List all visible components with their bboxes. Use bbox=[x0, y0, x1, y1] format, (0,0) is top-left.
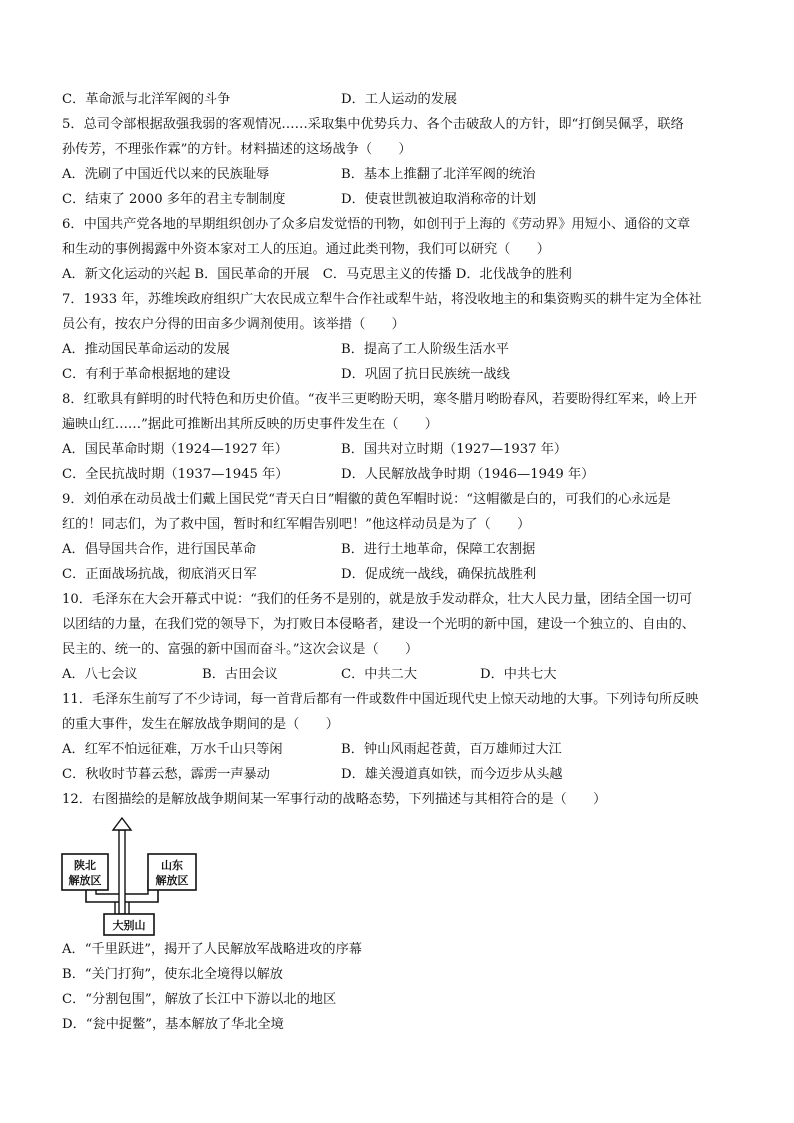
q10-option-b: B．古田会议 bbox=[202, 667, 278, 682]
q10-option-a: A．八七会议 bbox=[62, 667, 138, 682]
q11-option-a: A．红军不怕远征难，万水千山只等闲 bbox=[62, 742, 283, 757]
map-arrow-shaft bbox=[119, 830, 125, 914]
q7-option-c: C．有利于革命根据地的建设 bbox=[62, 367, 231, 382]
strategic-map-diagram bbox=[60, 816, 200, 938]
q5-stem-line1: 5．总司令部根据敌强我弱的客观情况……采取集中优势兵力、各个击破敌人的方针，即“打倒吴佩孚，联络 bbox=[62, 117, 684, 132]
q12-option-a: A．“千里跃进”，揭开了人民解放军战略进攻的序幕 bbox=[62, 942, 362, 957]
q8-stem-line2: 遍映山红……”据此可推断出其所反映的历史事件发生在（ ） bbox=[62, 417, 438, 432]
q9-stem-line2: 红的！同志们，为了救中国，暂时和红军帽告别吧！”他这样动员是为了（ ） bbox=[62, 517, 531, 532]
q10-option-d: D．中共七大 bbox=[480, 667, 557, 682]
q7-stem-line1: 7．1933 年，苏维埃政府组织广大农民成立犁牛合作社或犁牛站，将没收地主的和集资购买的耕牛定为全体社 bbox=[62, 292, 702, 307]
q8-option-c: C．全民抗战时期（1937—1945 年） bbox=[62, 467, 289, 482]
q7-option-a: A．推动国民革命运动的发展 bbox=[62, 342, 230, 357]
q10-stem-line1: 10．毛泽东在大会开幕式中说：“我们的任务不是别的，就是放手发动群众，壮大人民力量，团结全国一切可 bbox=[62, 592, 693, 607]
q8-option-b: B．国共对立时期（1927—1937 年） bbox=[341, 442, 568, 457]
q9-option-c: C．正面战场抗战，彻底消灭日军 bbox=[62, 567, 257, 582]
map-arrow-head-icon bbox=[113, 818, 131, 830]
q9-option-b: B．进行土地革命，保障工农割据 bbox=[341, 542, 536, 557]
q10-stem-line3: 民主的、统一的、富强的新中国而奋斗。”这次会议是（ ） bbox=[62, 642, 419, 657]
q7-option-b: B．提高了工人阶级生活水平 bbox=[341, 342, 509, 357]
q5-option-b: B．基本上推翻了北洋军阀的统治 bbox=[341, 167, 536, 182]
q6-stem-line1: 6．中国共产党各地的早期组织创办了众多启发觉悟的刊物，如创刊于上海的《劳动界》用短小、通俗的文章 bbox=[62, 217, 691, 232]
q8-option-a: A．国民革命时期（1924—1927 年） bbox=[62, 442, 288, 457]
q8-option-d: D．人民解放战争时期（1946—1949 年） bbox=[341, 467, 595, 482]
map-label-shandong: 山东 bbox=[161, 859, 183, 872]
map-label-shandong-sub: 解放区 bbox=[155, 874, 189, 887]
q7-stem-line2: 员公有，按农户分得的田亩多少调剂使用。该举措（ ） bbox=[62, 317, 405, 332]
q8-stem-line1: 8．红歌具有鲜明的时代特色和历史价值。“夜半三更哟盼天明，寒冬腊月哟盼春风，若要盼得红军来，岭上开 bbox=[62, 392, 697, 407]
q5-stem-line2: 孙传芳，不理张作霖”的方针。材料描述的这场战争（ ） bbox=[62, 142, 412, 157]
q10-stem-line2: 以团结的力量，在我们党的领导下，为打败日本侵略者，建设一个光明的新中国，建设一个独立的、自由的、 bbox=[62, 617, 695, 632]
q9-option-a: A．倡导国共合作，进行国民革命 bbox=[62, 542, 257, 557]
map-label-shaanbei: 陕北 bbox=[74, 859, 96, 872]
q9-option-d: D．促成统一战线，确保抗战胜利 bbox=[341, 567, 537, 582]
map-label-shaanbei-sub: 解放区 bbox=[68, 874, 102, 887]
q11-option-b: B．钟山风雨起苍黄，百万雄师过大江 bbox=[341, 742, 562, 757]
q12-option-d: D．“瓮中捉鳖”，基本解放了华北全境 bbox=[62, 1017, 284, 1032]
q6-stem-line2: 和生动的事例揭露中外资本家对工人的压迫。通过此类刊物，我们可以研究（ ） bbox=[62, 242, 550, 257]
q12-option-b: B．“关门打狗”，使东北全境得以解放 bbox=[62, 967, 283, 982]
q5-option-c: C．结束了 2000 多年的君主专制制度 bbox=[62, 192, 286, 207]
q6-options: A．新文化运动的兴起 B．国民革命的开展 C．马克思主义的传播 D．北伐战争的胜利 bbox=[62, 267, 572, 282]
q11-option-d: D．雄关漫道真如铁，而今迈步从头越 bbox=[341, 767, 563, 782]
q10-option-c: C．中共二大 bbox=[341, 667, 418, 682]
q12-option-c: C．“分割包围”，解放了长江中下游以北的地区 bbox=[62, 992, 337, 1007]
q9-stem-line1: 9．刘伯承在动员战士们戴上国民党“青天白日”帽徽的黄色军帽时说：“这帽徽是白的，可我们的心永远是 bbox=[62, 492, 671, 507]
q5-option-a: A．洗刷了中国近代以来的民族耻辱 bbox=[62, 167, 270, 182]
q11-option-c: C．秋收时节暮云愁，霹雳一声暴动 bbox=[62, 767, 270, 782]
q12-stem: 12．右图描绘的是解放战争期间某一军事行动的战略态势，下列描述与其相符合的是（ ） bbox=[62, 792, 607, 807]
q11-stem-line1: 11．毛泽东生前写了不少诗词，每一首背后都有一件或数件中国近现代史上惊天动地的大事。下列诗句所反映 bbox=[62, 692, 699, 707]
q5-option-d: D．使袁世凯被迫取消称帝的计划 bbox=[341, 192, 537, 207]
q11-stem-line2: 的重大事件，发生在解放战争期间的是（ ） bbox=[62, 717, 339, 732]
q4-option-c: C．革命派与北洋军阀的斗争 bbox=[62, 92, 231, 107]
map-label-dabieshan: 大别山 bbox=[112, 919, 146, 932]
q7-option-d: D．巩固了抗日民族统一战线 bbox=[341, 367, 510, 382]
q4-option-d: D．工人运动的发展 bbox=[341, 92, 458, 107]
